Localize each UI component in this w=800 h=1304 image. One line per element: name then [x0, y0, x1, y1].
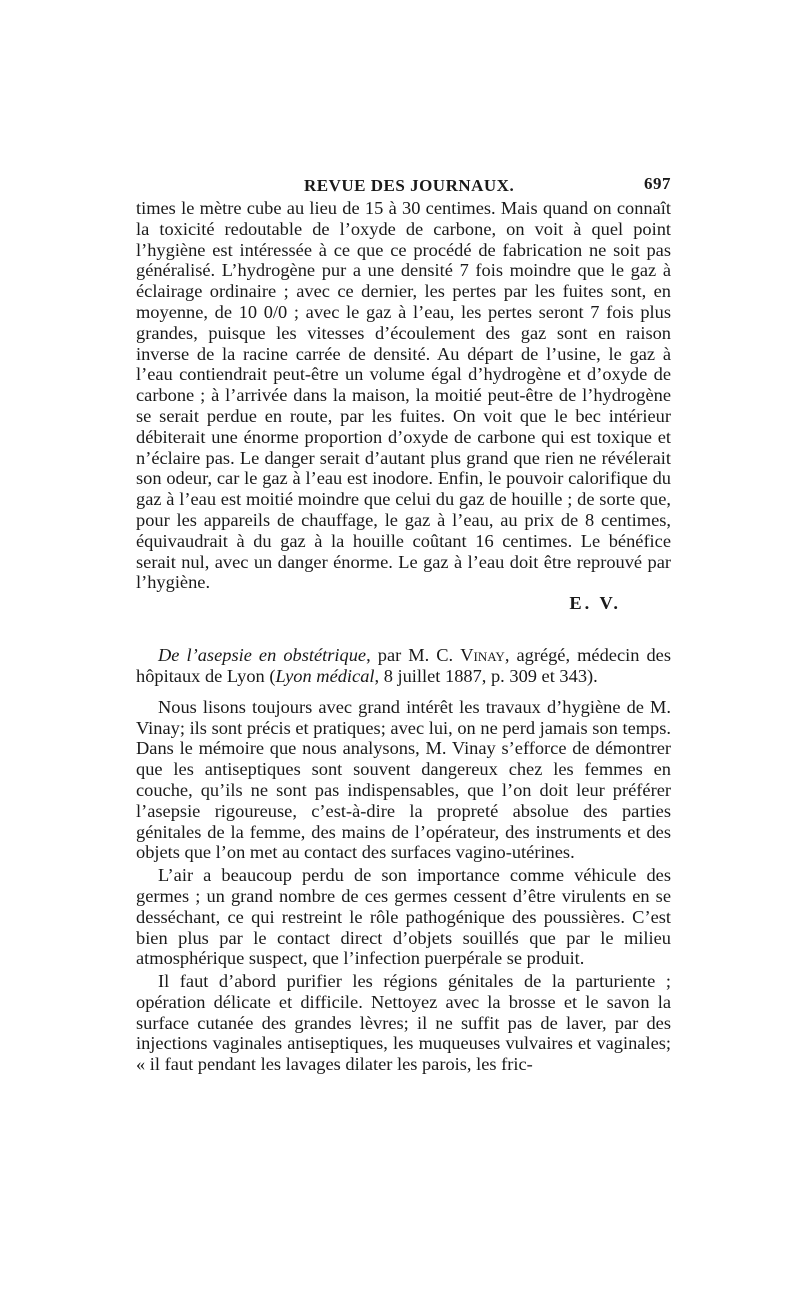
article2-paragraph-2: L’air a beaucoup perdu de son importance comme véhicule des germes ; un grand nombre de ces germes cessent d’être virulents en se desséchant, ce qui restreint le rôle pathogénique des poussières. C’est bien plus par le contact direct d’objets souillés que par le milieu atmosphérique suspect, que l’infection puerpérale se produit.: [136, 865, 671, 969]
article1-paragraph: times le mètre cube au lieu de 15 à 30 centimes. Mais quand on connaît la toxicité redoutable de l’oxyde de carbone, on voit à quel point l’hygiène est intéressée à ce que ce procédé de fabrication ne soit pas généralisé. L’hydrogène pur a une densité 7 fois moindre que le gaz à éclairage ordinaire ; avec ce dernier, les pertes par les fuites sont, en moyenne, de 10 0/0 ; avec le gaz à l’eau, les pertes seront 7 fois plus grandes, puisque les vitesses d’écoulement des gaz sont en raison inverse de la racine carrée de densité. Au départ de l’usine, le gaz à l’eau contiendrait peut-être un volume égal d’hydrogène et d’oxyde de carbone ; à l’arrivée dans la maison, la moitié peut-être de l’hydrogène se serait perdue en route, par les fuites. On voit que le bec intérieur débiterait une énorme proportion d’oxyde de carbone qui est toxique et n’éclaire pas. Le danger serait d’autant plus grand que rien ne révélerait son odeur, car le gaz à l’eau est inodore. Enfin, le pouvoir calorifique du gaz à l’eau est moitié moindre que celui du gaz de houille ; de sorte que, pour les appareils de chauffage, le gaz à l’eau, au prix de 8 centimes, équivaudrait à du gaz à la houille coûtant 16 centimes. Le bénéfice serait nul, avec un danger énorme. Le gaz à l’eau doit être reprouvé par l’hygiène.: [136, 198, 671, 593]
article2-heading: [136, 645, 671, 687]
article2-byline-pre: , par M. C.: [366, 645, 461, 666]
article2-paragraph-1: Nous lisons toujours avec grand intérêt les travaux d’hygiène de M. Vinay; ils sont précis et pratiques; avec lui, on ne perd jamais son temps. Dans le mémoire que nous analysons, M. Vinay s’efforce de démontrer que les antiseptiques sont souvent dangereux chez les femmes en couche, qu’ils ne sont pas indispensables, que l’on doit leur préférer l’asepsie rigoureuse, c’est-à-dire la propreté absolue des parties génitales de la femme, des mains de l’opérateur, des instruments et des objets que l’on met au contact des surfaces vagino-utérines.: [136, 696, 671, 863]
article-separator: [136, 615, 671, 645]
running-head: [136, 172, 671, 198]
article2-byline-end: , 8 juillet 1887, p. 309 et 343).: [374, 665, 598, 686]
article2-title: De l’asepsie en obstétrique: [158, 645, 367, 666]
article2-journal: Lyon médical: [275, 665, 375, 686]
article2-byline-mid: , agrégé, médecin des hôpitaux de Lyon (: [136, 645, 671, 686]
article2-paragraph-3: Il faut d’abord purifier les régions génitales de la parturiente ; opération délicate et difficile. Nettoyez avec la brosse et le savon la surface cutanée des grandes lèvres; il ne suffit pas de laver, par des injections vaginales antiseptiques, les muqueuses vulvaires et vaginales; « il faut pendant les lavages dilater les parois, les fric-: [136, 971, 671, 1075]
book-page: [136, 172, 671, 1075]
page-number: 697: [644, 174, 671, 193]
author-signature: E. V.: [569, 593, 621, 614]
article2-author: Vinay: [460, 645, 505, 666]
running-title: REVUE DES JOURNAUX.: [304, 176, 515, 195]
